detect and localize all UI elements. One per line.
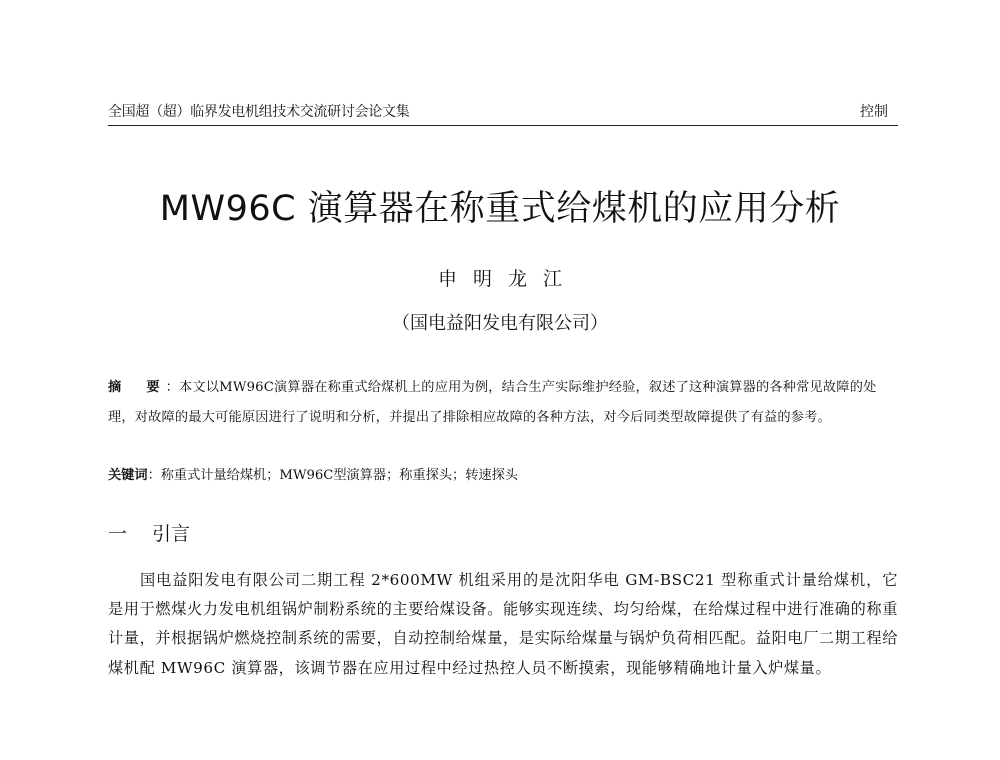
abstract — [108, 373, 898, 433]
paper-author: 申明龙江 — [437, 268, 578, 290]
paper-title: MW96C 演算器在称重式给煤机的应用分析 — [159, 189, 841, 229]
section-category: 控制 — [860, 104, 888, 120]
keywords-text: ：称重式计量给煤机；MW96C型演算器；称重探头；转速探头 — [147, 468, 518, 483]
section-number: 一 — [108, 523, 128, 545]
body-paragraph: 国电益阳发电有限公司二期工程 2*600MW 机组采用的是沈阳华电 GM-BSC21 型称重式计量给煤机，它是用于燃煤火力发电机组锅炉制粉系统的主要给煤设备。能够实现连续、均匀给煤，在给煤过程中进行准确的称重计量，并根据锅炉燃烧控制系统的需要，自动控制给煤量，是实际给煤量与锅炉负荷相匹配。益阳电厂二期工程给煤机配 MW96C 演算器，该调节器在应用过程中经过热控人员不断摸索，现能够精确地计量入炉煤量。 — [108, 571, 898, 677]
abstract-text: ：本文以MW96C演算器在称重式给煤机上的应用为例，结合生产实际维护经验，叙述了这种演算器的各种常见故障的处理，对故障的最大可能原因进行了说明和分析，并提出了排除相应故障的各种方法，对今后同类型故障提供了有益的参考。 — [108, 380, 877, 425]
abstract-label: 摘 要 — [108, 380, 166, 395]
proceedings-title: 全国超（超）临界发电机组技术交流研讨会论文集 — [108, 104, 410, 120]
keywords-label: 关键词 — [108, 468, 148, 483]
author-affiliation: （国电益阳发电有限公司） — [392, 313, 608, 334]
section-heading — [108, 521, 190, 547]
section-title: 引言 — [152, 523, 191, 545]
running-header — [108, 103, 898, 126]
keywords — [108, 464, 898, 488]
